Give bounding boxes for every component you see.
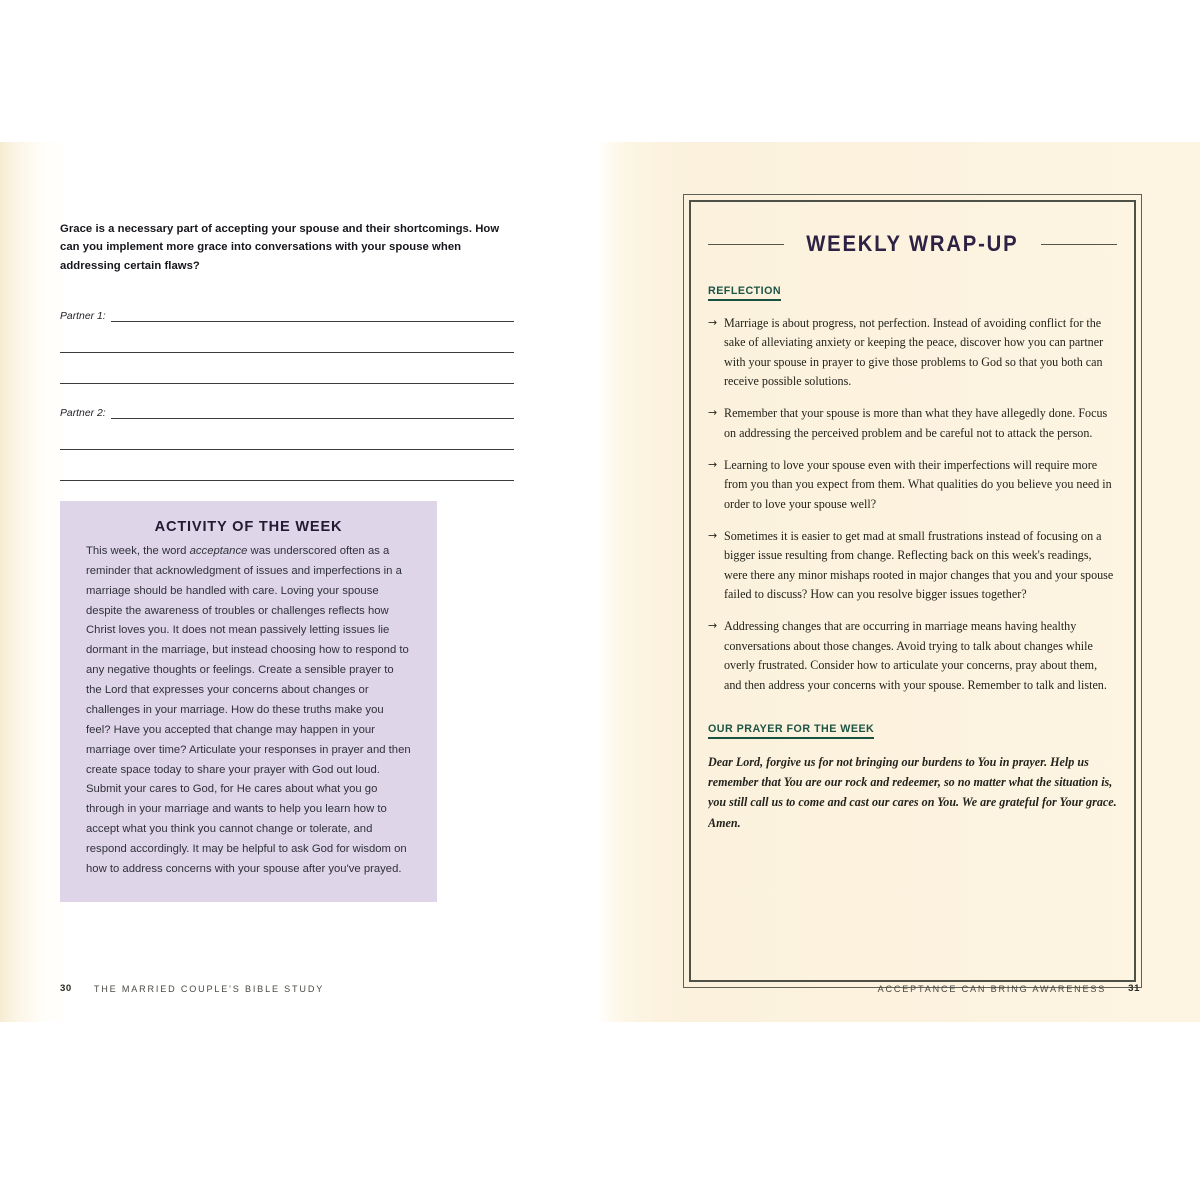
wrapup-title: WEEKLY WRAP-UP [806, 231, 1019, 256]
list-item [708, 456, 1117, 514]
wrapup-frame-outer [683, 194, 1142, 988]
answer-line-row[interactable] [60, 355, 514, 386]
left-page [0, 142, 600, 1022]
page-number-left: 30 [60, 983, 72, 994]
list-item [708, 617, 1117, 694]
list-item-text: Addressing changes that are occurring in marriage means having healthy conversations about those changes. Avoid trying to talk about changes while overly frustrated. Consider how to articulate your concerns, pray about them, and then address your concerns with your spouse. Remember to talk and listen. [724, 619, 1107, 692]
prayer-heading: OUR PRAYER FOR THE WEEK [708, 723, 874, 739]
arrow-icon: → [708, 406, 718, 420]
answer-line-row[interactable] [60, 324, 514, 355]
answer-line-row[interactable] [60, 421, 514, 452]
answer-line-row[interactable] [60, 452, 514, 483]
prayer-text: Dear Lord, forgive us for not bringing our burdens to You in prayer. Help us remember that You are our rock and redeemer, so no matter what the situation is, you still call us to come and cast our cares on You. We are grateful for Your grace. Amen. [708, 754, 1117, 830]
arrow-icon: → [708, 458, 718, 472]
list-item-text: Sometimes it is easier to get mad at small frustrations instead of focusing on a bigger issue resulting from change. Reflecting back on this week's readings, were there any minor mishaps rooted in major changes that you and your spouse failed to discuss? How can you resolve bigger issues together? [724, 529, 1114, 602]
activity-emphasis-word: acceptance [189, 544, 248, 557]
reflection-section [708, 281, 1117, 695]
partner-2-label: Partner 2: [60, 407, 106, 419]
activity-title: ACTIVITY OF THE WEEK [154, 518, 343, 535]
answer-line-row[interactable] [60, 390, 514, 421]
activity-body [86, 542, 411, 880]
left-page-content [60, 220, 514, 902]
list-item [708, 314, 1117, 391]
partner-1-label: Partner 1: [60, 310, 106, 322]
list-item-text: Marriage is about progress, not perfection. Instead of avoiding conflict for the sake of alleviating anxiety or keeping the peace, discover how you can partner with your spouse in prayer to give those problems to God so that you both can receive possible solutions. [724, 316, 1104, 389]
write-in-rule[interactable] [111, 418, 514, 419]
write-in-rule[interactable] [111, 321, 514, 322]
book-spread [0, 142, 1200, 1022]
reflection-question: Grace is a necessary part of accepting your spouse and their shortcomings. How can you implement more grace into conversations with your spouse when addressing certain flaws? [60, 223, 500, 272]
header-rule-left [708, 244, 784, 245]
list-item-text: Learning to love your spouse even with their imperfections will require more from you than you expect from them. What qualities do you believe you need in order to love your spouse well? [724, 458, 1112, 511]
arrow-icon: → [708, 316, 718, 329]
wrapup-content [708, 217, 1117, 969]
reflection-heading: REFLECTION [708, 285, 781, 301]
write-in-rule[interactable] [60, 352, 514, 353]
activity-body-part-1: This week, the word [86, 544, 190, 557]
arrow-icon: → [708, 529, 718, 543]
write-in-rule[interactable] [60, 449, 514, 450]
arrow-icon: → [708, 619, 718, 633]
prayer-section [708, 719, 1117, 833]
activity-of-the-week-box [60, 501, 437, 902]
page-number-right: 31 [1128, 983, 1140, 994]
list-item-text: Remember that your spouse is more than what they have allegedly done. Focus on addressing the perceived problem and be careful not to attack the person. [724, 406, 1108, 440]
write-in-rule[interactable] [60, 480, 514, 481]
left-page-footer [60, 983, 324, 994]
list-item [708, 404, 1117, 443]
answer-line-row[interactable] [60, 293, 514, 324]
list-item [708, 527, 1117, 604]
activity-body-part-2: was underscored often as a reminder that acknowledgment of issues and imperfections in a marriage should be handled with care. Loving your spouse despite the awareness of troubles or challenges reflects how Christ loves you. It does not mean passively letting issues lie dormant in the marriage, but instead choosing how to respond to any negative thoughts or feelings. Create a sensible prayer to the Lord that expresses your concerns about changes or challenges in your marriage. How do these truths make you feel? Have you accepted that change may happen in your marriage over time? Articulate your responses in prayer and then create space today to share your prayer with God out loud. Submit your cares to God, for He cares about what you go through in your marriage and wants to help you learn how to accept what you think you cannot change or tolerate, and respond accordingly. It may be helpful to ask God for wisdom on how to address concerns with your spouse after you've prayed. [86, 544, 411, 875]
header-rule-right [1041, 244, 1117, 245]
reflection-bullet-list [708, 314, 1117, 695]
answer-field-partner-2 [60, 390, 514, 483]
running-head-right: ACCEPTANCE CAN BRING AWARENESS [877, 983, 1107, 994]
running-head-left: THE MARRIED COUPLE'S BIBLE STUDY [93, 983, 325, 994]
wrapup-header [708, 231, 1117, 257]
right-page [600, 142, 1200, 1022]
right-page-footer [878, 983, 1140, 994]
answer-field-partner-1 [60, 293, 514, 386]
write-in-rule[interactable] [60, 383, 514, 384]
